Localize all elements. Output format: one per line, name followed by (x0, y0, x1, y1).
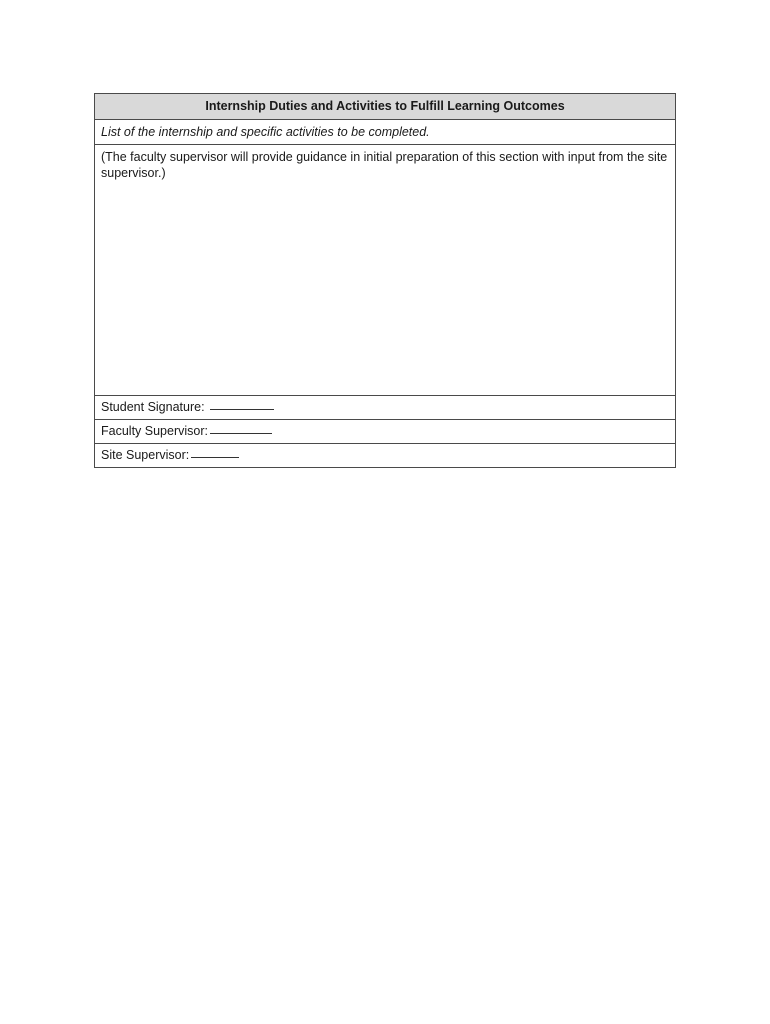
site-supervisor-row (95, 444, 676, 468)
student-signature-cell (95, 396, 676, 420)
site-supervisor-cell (95, 444, 676, 468)
faculty-supervisor-cell (95, 420, 676, 444)
form-title: Internship Duties and Activities to Fulfill Learning Outcomes (95, 94, 676, 120)
list-instruction: List of the internship and specific activities to be completed. (95, 120, 676, 145)
activities-text-area[interactable] (95, 145, 676, 396)
form-header-row (95, 94, 676, 120)
list-instruction-row (95, 120, 676, 145)
student-signature-label: Student Signature: (101, 400, 205, 414)
internship-duties-form (94, 93, 676, 468)
site-supervisor-label: Site Supervisor: (101, 448, 190, 462)
site-supervisor-field[interactable] (191, 457, 239, 458)
student-signature-field[interactable] (210, 409, 274, 410)
faculty-supervisor-label: Faculty Supervisor: (101, 424, 208, 438)
faculty-supervisor-field[interactable] (210, 433, 272, 434)
guidance-row (95, 145, 676, 396)
faculty-supervisor-row (95, 420, 676, 444)
student-signature-row (95, 396, 676, 420)
guidance-text: (The faculty supervisor will provide guidance in initial preparation of this section with input from the site supervisor.) (101, 150, 668, 180)
